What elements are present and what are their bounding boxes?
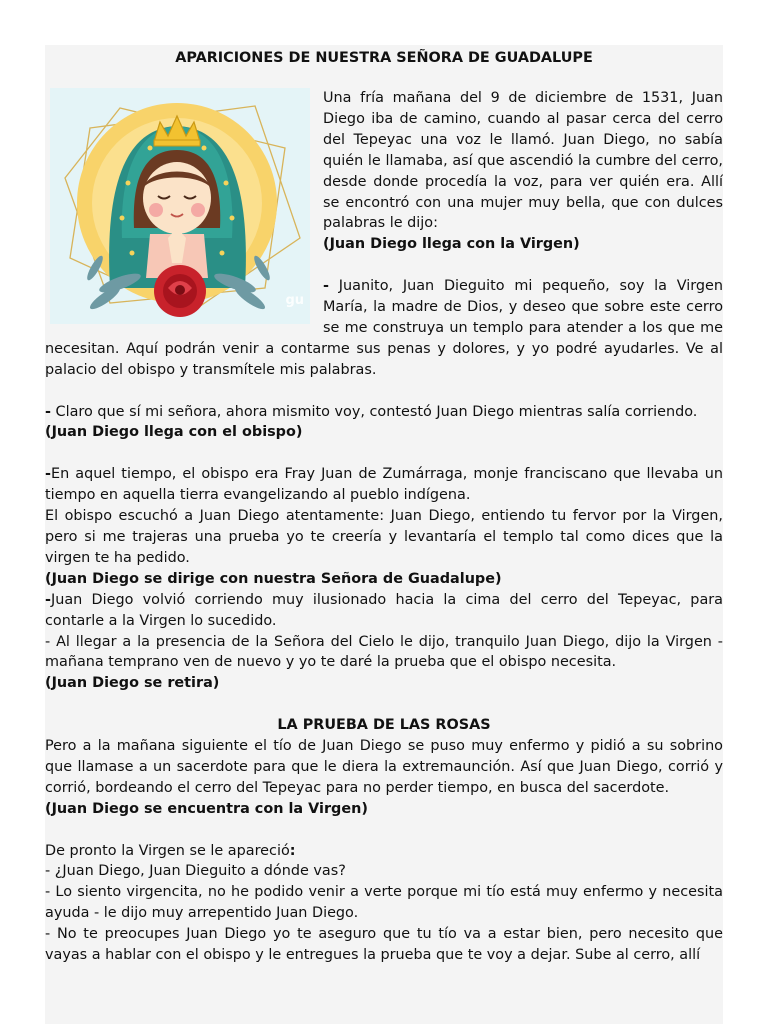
stage-direction-return: (Juan Diego se dirige con nuestra Señora de Guadalupe) [45,570,502,587]
spacer [45,381,723,402]
paragraph-juan-reply: - Claro que sí mi señora, ahora mismito voy, contestó Juan Diego mientras salía corriendo. [45,403,698,420]
document-content [45,48,723,966]
paragraph-intro: Una fría mañana del 9 de diciembre de 1531, Juan Diego iba de camino, cuando al pasar cerca del cerro del Tepeyac una voz le llamó. Juan Diego, no sabía quién le llamaba, así que ascendió la cumbre del cerro, desde donde procedía la voz, para ver quién era. Allí se encontró con una mujer muy bella, que con dulces palabras le dijo: [323,90,723,232]
dialogue-line-1: - ¿Juan Diego, Juan Dieguito a dónde vas? [45,863,346,880]
dialogue-line-2: - Lo siento virgencita, no he podido venir a verte porque mi tío está muy enfermo y necesita ayuda - le dijo muy arrepentido Juan Diego. [45,884,723,922]
paragraph-virgin-promise: - Al llegar a la presencia de la Señora del Cielo le dijo, tranquilo Juan Diego, dijo la Virgen - mañana temprano ven de nuevo y yo te daré la prueba que el obispo necesita. [45,633,723,671]
spacer [45,443,723,464]
virgin-of-guadalupe-illustration [50,88,310,324]
image-watermark: gu [285,293,304,309]
virgin-illustration-svg [50,88,310,324]
stage-direction-virgin: (Juan Diego llega con la Virgen) [323,236,580,253]
paragraph-bishop-speech: El obispo escuchó a Juan Diego atentamente: Juan Diego, entiendo tu fervor por la Virgen, pero si me trajeras una prueba yo te creería y levantaría el templo tal como dices que la virgen te ha pedido. [45,508,723,566]
document-title: APARICIONES DE NUESTRA SEÑORA DE GUADALUPE [175,50,593,66]
paragraph-juan-returns: -Juan Diego volvió corriendo muy ilusionado hacia la cima del cerro del Tepeyac, para contarle a la Virgen lo sucedido. [45,591,723,629]
spacer [45,820,723,841]
document-page [45,45,723,1024]
stage-direction-retire: (Juan Diego se retira) [45,675,220,692]
stage-direction-bishop: (Juan Diego llega con el obispo) [45,424,303,441]
dialogue-line-3: - No te preocupes Juan Diego yo te aseguro que tu tío va a estar bien, pero necesito que vayas a hablar con el obispo y le entregues la prueba que te voy a dejar. Sube al cerro, allí [45,926,723,964]
spacer [45,694,723,715]
paragraph-bishop-intro: -En aquel tiempo, el obispo era Fray Juan de Zumárraga, monje franciscano que llevaba un tiempo en aquella tierra evangelizando al pueblo indígena. [45,466,723,504]
paragraph-virgin-appears: De pronto la Virgen se le apareció: [45,842,296,859]
stage-direction-meets-virgin: (Juan Diego se encuentra con la Virgen) [45,800,368,817]
paragraph-virgin-speech: - Juanito, Juan Dieguito mi pequeño, soy la Virgen María, la madre de Dios, y deseo que sobre este cerro se me construya un templo para atender a los que me necesitan. Aquí podrán venir a contarme sus penas y dolores, y yo podré ayudarles. Ve al palacio del obispo y transmítele mis palabras. [45,278,723,378]
section-heading-roses: LA PRUEBA DE LAS ROSAS [277,717,491,734]
paragraph-uncle-sick: Pero a la mañana siguiente el tío de Juan Diego se puso muy enfermo y pidió a su sobrino que llamase a un sacerdote para que le diera la extremaunción. Así que Juan Diego, corrió y corrió, bordeando el cerro del Tepeyac para no perder tiempo, en busca del sacerdote. [45,738,723,796]
